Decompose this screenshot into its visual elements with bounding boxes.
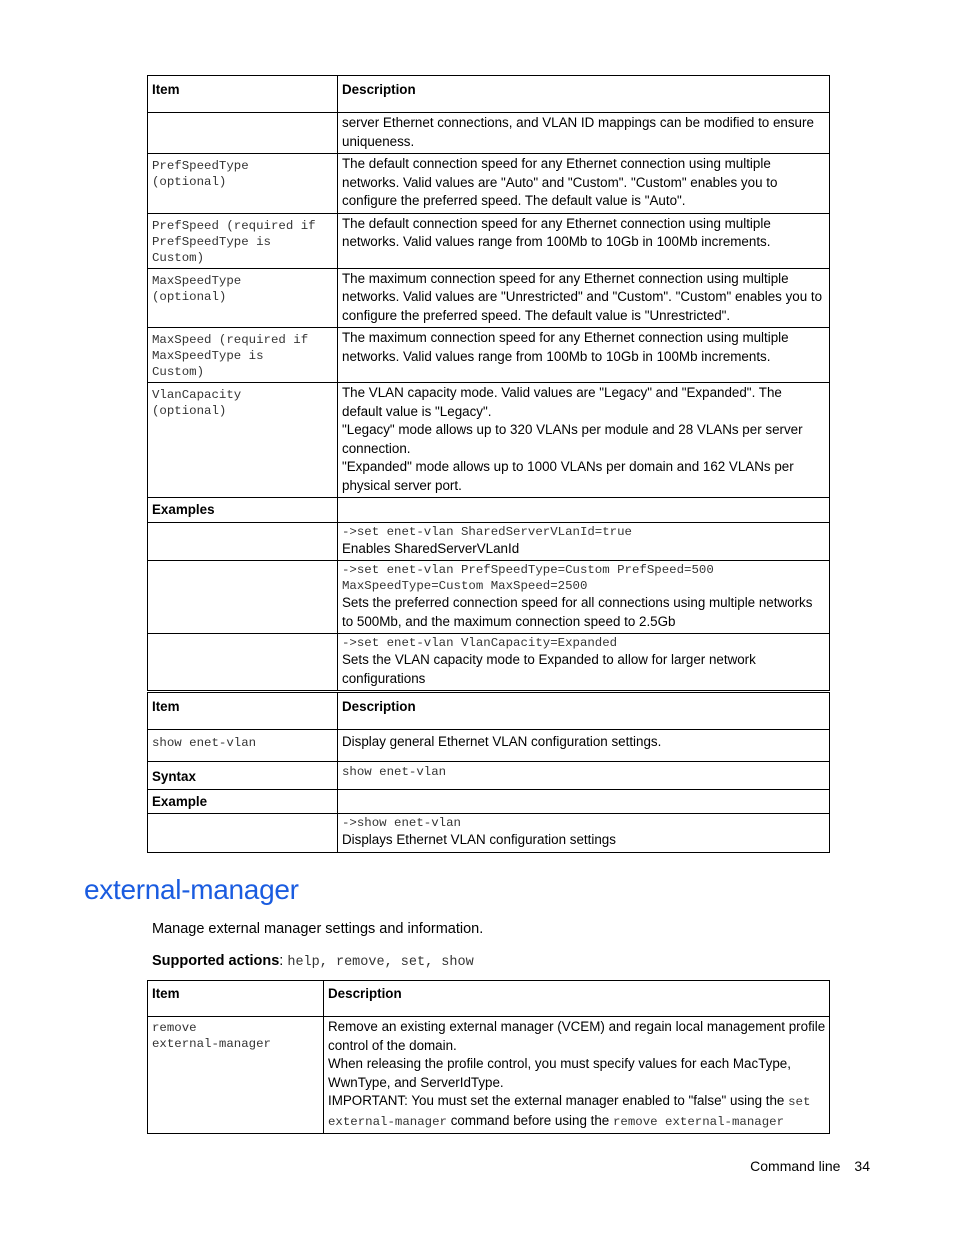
table-row (148, 113, 830, 154)
description-cell (338, 383, 830, 498)
description-paragraph: "Expanded" mode allows up to 1000 VLANs per domain and 162 VLANs per physical server port. (342, 459, 794, 493)
item-line: MaxSpeedType is (152, 349, 264, 363)
description-cell (338, 154, 830, 214)
description-paragraph: The default connection speed for any Ethernet connection using multiple networks. Valid values are "Auto" and "Custom". "Custom" enables you to configure the preferred speed. The default value is "Auto". (342, 156, 778, 208)
example-text: Enables SharedServerVLanId (342, 540, 520, 556)
example-text: Sets the preferred connection speed for all connections using multiple networks to 500Mb, and the maximum connection speed to 2.5Gb (342, 595, 813, 629)
item-line: Custom) (152, 250, 205, 265)
item-cell (148, 383, 338, 498)
table-row (148, 213, 830, 268)
example-text: Displays Ethernet VLAN configuration settings (342, 832, 616, 847)
empty-cell (148, 522, 338, 561)
table-header-row (148, 76, 830, 113)
description-paragraph: "Legacy" mode allows up to 320 VLANs per module and 28 VLANs per server connection. (342, 422, 803, 456)
example-code: ->set enet-vlan VlanCapacity=Expanded (342, 636, 618, 650)
description-paragraph: When releasing the profile control, you must specify values for each MacType, WwnType, and ServerIdType. (328, 1056, 791, 1090)
table-row (148, 268, 830, 328)
note-text: command before using the (446, 1112, 613, 1128)
important-note (328, 1092, 826, 1131)
item-line: remove (152, 1021, 197, 1035)
table-row (148, 522, 830, 561)
examples-label: Examples (148, 498, 338, 523)
external-manager-table (147, 980, 830, 1134)
header-description: Description (338, 76, 830, 113)
description-cell (338, 328, 830, 383)
description-paragraph: Remove an existing external manager (VCEM) and regain local management profile control of the domain. (328, 1019, 826, 1053)
header-item: Item (148, 981, 324, 1017)
section-intro: Manage external manager settings and information. (152, 921, 484, 937)
header-item: Item (148, 76, 338, 113)
table-row (148, 730, 830, 762)
item-line: VlanCapacity (152, 388, 242, 402)
example-cell (338, 561, 830, 634)
example-code: ->set enet-vlan PrefSpeedType=Custom PrefSpeed=500 (342, 563, 714, 577)
table-row (148, 383, 830, 498)
description-cell (338, 268, 830, 328)
syntax-label: Syntax (148, 762, 338, 790)
show-enet-vlan-table (147, 692, 830, 853)
table-row (148, 561, 830, 634)
example-code: ->show enet-vlan (342, 816, 461, 830)
description-cell (338, 213, 830, 268)
description-paragraph: server Ethernet connections, and VLAN ID mappings can be modified to ensure uniqueness. (342, 115, 814, 149)
note-code: set external-manager (328, 1095, 811, 1129)
item-line: PrefSpeedType (152, 159, 249, 173)
description-paragraph: The maximum connection speed for any Ethernet connection using multiple networks. Valid values are "Unrestricted" and "Custom". "Custom" enables you to configure the preferred speed. The default value is "Unrestricted". (342, 270, 823, 323)
table-row (148, 789, 830, 814)
header-description: Description (338, 693, 830, 730)
table-header-row (148, 981, 830, 1017)
example-cell (338, 634, 830, 691)
description-paragraph: The maximum connection speed for any Ethernet connection using multiple networks. Valid values range from 100Mb to 10Gb in 100Mb increments. (342, 330, 789, 364)
empty-cell (148, 634, 338, 691)
table-row (148, 498, 830, 523)
page-number: 34 (854, 1158, 870, 1174)
table-row (148, 328, 830, 383)
table-row (148, 762, 830, 790)
example-text: Sets the VLAN capacity mode to Expanded to allow for larger network configurations (342, 652, 756, 686)
item-line: MaxSpeedType (152, 273, 242, 288)
command-name: show enet-vlan (152, 736, 257, 750)
table-row (148, 634, 830, 691)
section-title: external-manager (84, 874, 299, 905)
item-line: (optional) (152, 175, 227, 189)
example-code: ->set enet-vlan SharedServerVLanId=true (342, 524, 632, 539)
note-code: remove external-manager (612, 1114, 785, 1129)
description-paragraph: The default connection speed for any Ethernet connection using multiple networks. Valid values range from 100Mb to 10Gb in 100Mb increments. (342, 215, 771, 249)
description-paragraph: The VLAN capacity mode. Valid values are "Legacy" and "Expanded". The default value is "Legacy". (342, 385, 782, 419)
syntax-code: show enet-vlan (342, 765, 447, 779)
item-cell (148, 268, 338, 328)
example-label: Example (148, 789, 338, 814)
table-row (148, 1017, 830, 1134)
header-item: Item (148, 693, 338, 730)
item-line: external-manager (152, 1037, 271, 1051)
example-code: MaxSpeedType=Custom MaxSpeed=2500 (342, 579, 588, 593)
supported-actions-label: Supported actions (152, 953, 280, 969)
empty-cell (338, 498, 830, 523)
item-cell (148, 113, 338, 154)
item-line: Custom) (152, 365, 205, 379)
table-body (148, 76, 830, 691)
table-row (148, 814, 830, 853)
item-cell (148, 328, 338, 383)
note-text: IMPORTANT: You must set the external manager enabled to "false" using the (328, 1093, 789, 1108)
item-line: (optional) (152, 404, 227, 418)
item-line: (optional) (152, 289, 227, 304)
command-description: Display general Ethernet VLAN configuration settings. (338, 730, 830, 762)
item-cell (148, 213, 338, 268)
example-cell (338, 522, 830, 561)
item-line: PrefSpeedType is (152, 234, 271, 249)
item-line: MaxSpeed (required if (152, 333, 309, 347)
supported-actions-separator: : (279, 953, 288, 969)
enet-vlan-set-table (147, 75, 830, 691)
item-cell (148, 154, 338, 214)
page-footer (750, 1158, 870, 1174)
item-line: PrefSpeed (required if (152, 218, 316, 233)
description-cell (338, 113, 830, 154)
empty-cell (148, 561, 338, 634)
header-description: Description (324, 981, 830, 1017)
table-row (148, 154, 830, 214)
supported-actions-list: help, remove, set, show (287, 955, 474, 970)
footer-section: Command line (750, 1158, 841, 1174)
supported-actions (152, 953, 474, 970)
table-header-row (148, 693, 830, 730)
